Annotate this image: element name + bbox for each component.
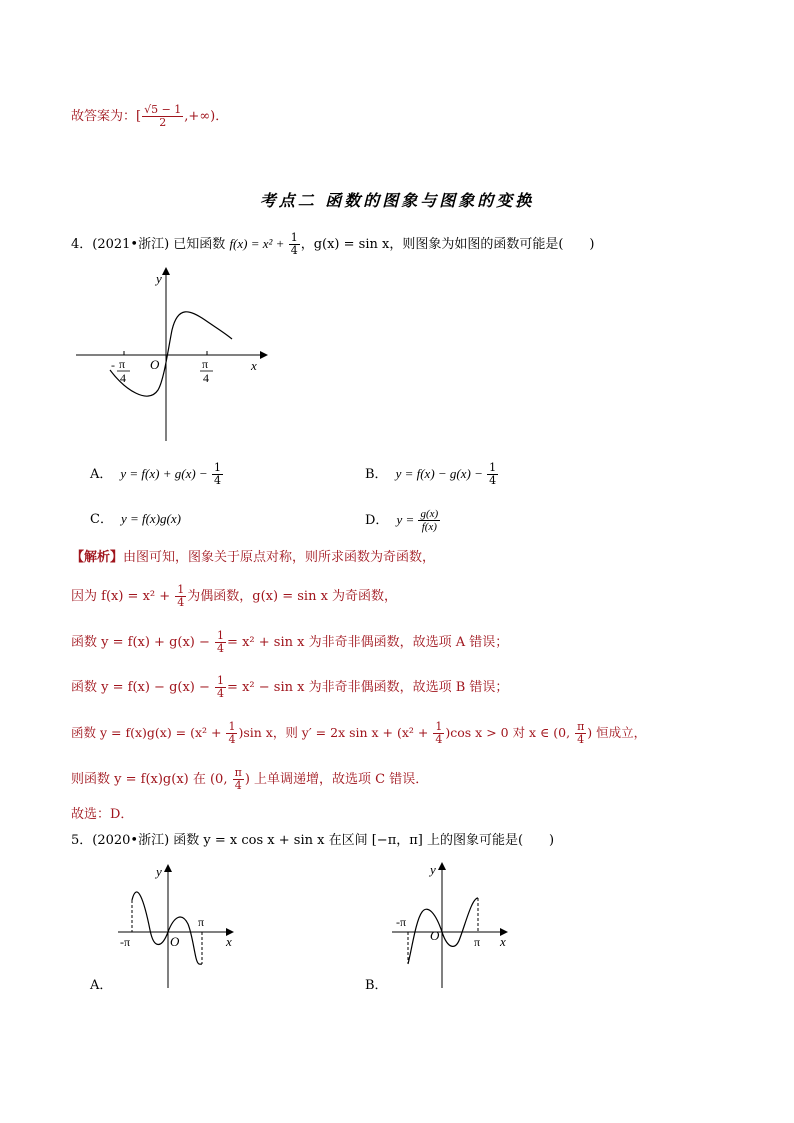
sl3-den: 4	[217, 642, 225, 655]
sl6-num: π	[234, 766, 242, 779]
solution-line-6-frac	[233, 767, 244, 792]
q4-tick-right-num: π	[202, 357, 209, 371]
q5b-curve	[408, 898, 481, 964]
q4-tick-right-den: 4	[203, 371, 209, 385]
q5-option-a[interactable]: A．	[90, 978, 113, 993]
solution-line-4-b: = x² − sin x 为非奇非偶函数，故选项 B 错误；	[227, 680, 509, 695]
previous-answer	[71, 104, 228, 129]
q4-f-definition: f(x) = x² +	[229, 236, 288, 251]
q4-y-arrow	[162, 267, 170, 275]
solution-line-6-a: 则函数 y = f(x)g(x) 在 (0,	[71, 772, 232, 787]
sl5-den2: 4	[435, 733, 443, 746]
answer-suffix: ,+∞)．	[184, 109, 229, 124]
section-title: 考点二 函数的图象与图象的变换	[259, 191, 535, 210]
option-b-num: 1	[489, 461, 497, 474]
sl5-num2: 1	[435, 720, 443, 733]
solution-line-6-b: ) 上单调递增，故选项 C 错误．	[244, 772, 429, 787]
answer-fraction	[142, 104, 183, 129]
solution-line-3-b: = x² + sin x 为非奇非偶函数，故选项 A 错误；	[227, 635, 509, 650]
q4-origin-label: O	[150, 357, 160, 372]
q4-x-label: x	[251, 358, 257, 373]
q4-option-b[interactable]	[365, 462, 499, 487]
q5b-y-arrow	[438, 862, 446, 870]
solution-line-3-a: 函数 y = f(x) + g(x) −	[71, 635, 215, 650]
sl5-num3: π	[577, 720, 585, 733]
sl6-den: 4	[234, 779, 242, 792]
q5a-neg-label: -π	[120, 935, 131, 949]
solution-line-4-frac	[215, 675, 226, 700]
q4-tick-left-num: π	[119, 357, 126, 371]
option-d-label: D．	[365, 513, 389, 528]
q4-solution-line-1	[71, 549, 435, 567]
q5a-pos-label: π	[198, 915, 205, 929]
option-c-label: C．	[90, 512, 113, 527]
solution-line-5-frac3	[575, 721, 586, 746]
solution-line-4-a: 函数 y = f(x) − g(x) −	[71, 680, 215, 695]
solution-line-2-b: 为偶函数，g(x) = sin x 为奇函数，	[187, 589, 398, 604]
q5b-pos-label: π	[474, 935, 481, 949]
q5-graph-a	[112, 860, 242, 990]
answer-prefix: 故答案为：[	[71, 109, 142, 124]
q4-frac-num: 1	[290, 231, 298, 244]
solution-line-2-a: 因为 f(x) = x² +	[71, 589, 175, 604]
option-a-label: A．	[90, 467, 113, 482]
option-a-text: y = f(x) + g(x) −	[120, 466, 211, 481]
q4-solution-line-6	[71, 767, 428, 792]
q5b-x-label: x	[500, 934, 506, 949]
option-d-fraction	[418, 508, 440, 533]
q4-y-label: y	[156, 271, 162, 286]
q4-graph	[70, 265, 270, 445]
option-d-den: f(x)	[421, 521, 437, 533]
q5-stem: 5．(2020•浙江) 函数 y = x cos x + sin x 在区间 [−π，π] 上的图象可能是( )	[71, 833, 555, 848]
q4-option-a[interactable]	[90, 462, 224, 487]
solution-tag: 【解析】	[71, 550, 124, 565]
solution-line-5-b: )sin x，则 y′ = 2x sin x + (x² +	[238, 725, 433, 740]
q4-solution-line-5	[71, 721, 646, 746]
solution-line-5-a: 函数 y = f(x)g(x) = (x² +	[71, 725, 226, 740]
option-b-fraction	[487, 462, 498, 487]
q5-graph-b	[386, 858, 516, 990]
q4-g-definition: ，g(x) = sin x，则图象为如图的函数可能是( )	[300, 237, 595, 252]
q4-option-d[interactable]	[365, 508, 441, 533]
q4-tick-left-den: 4	[120, 371, 126, 385]
q5a-curve	[132, 892, 205, 964]
q4-solution-line-7: 故选：D．	[71, 807, 134, 822]
sl2-den: 4	[177, 596, 185, 609]
q4-option-c[interactable]	[90, 510, 181, 529]
q5b-y-label: y	[430, 862, 436, 877]
q5a-y-arrow	[164, 864, 172, 872]
solution-line-1-text: 由图可知，图象关于原点对称，则所求函数为奇函数，	[123, 550, 436, 565]
option-b-text: y = f(x) − g(x) −	[395, 466, 487, 481]
q5a-origin-label: O	[170, 934, 180, 949]
solution-line-5-d: ) 恒成立，	[587, 725, 647, 740]
solution-line-5-c: )cos x > 0 对 x ∈ (0,	[445, 725, 575, 740]
solution-line-3-frac	[215, 630, 226, 655]
q4-solution-line-4	[71, 675, 508, 700]
answer-frac-den: 2	[159, 116, 167, 129]
q4-curve	[110, 312, 232, 396]
option-a-den: 4	[213, 474, 221, 487]
q4-stem-start: 4．(2021•浙江) 已知函数	[71, 237, 230, 252]
option-d-num: g(x)	[420, 508, 439, 520]
q5a-y-label: y	[156, 864, 162, 879]
option-c-text: y = f(x)g(x)	[120, 511, 181, 526]
q4-tick-left-sign: -	[111, 358, 115, 372]
q5b-origin-label: O	[430, 928, 440, 943]
sl5-den: 4	[228, 733, 236, 746]
sl5-den3: 4	[577, 733, 585, 746]
q4-solution-line-3	[71, 630, 508, 655]
answer-frac-num: √5 − 1	[144, 103, 182, 116]
q5-option-b[interactable]: B．	[365, 978, 388, 993]
option-d-text: y =	[396, 512, 418, 527]
q4-stem	[71, 232, 594, 257]
option-a-num: 1	[213, 461, 221, 474]
sl4-num: 1	[217, 674, 225, 687]
option-a-fraction	[212, 462, 223, 487]
sl2-num: 1	[177, 583, 185, 596]
option-b-label: B．	[365, 467, 388, 482]
q5a-x-label: x	[226, 934, 232, 949]
sl5-num: 1	[228, 720, 236, 733]
sl4-den: 4	[217, 687, 225, 700]
q4-x-arrow	[260, 351, 268, 359]
q4-frac-den: 4	[290, 244, 298, 257]
solution-line-2-frac	[175, 584, 186, 609]
sl3-num: 1	[217, 629, 225, 642]
solution-line-5-frac2	[433, 721, 444, 746]
q4-solution-line-2	[71, 584, 397, 609]
q5b-neg-label: -π	[396, 915, 407, 929]
option-b-den: 4	[489, 474, 497, 487]
solution-line-5-frac1	[226, 721, 237, 746]
q4-stem-fraction	[289, 232, 300, 257]
